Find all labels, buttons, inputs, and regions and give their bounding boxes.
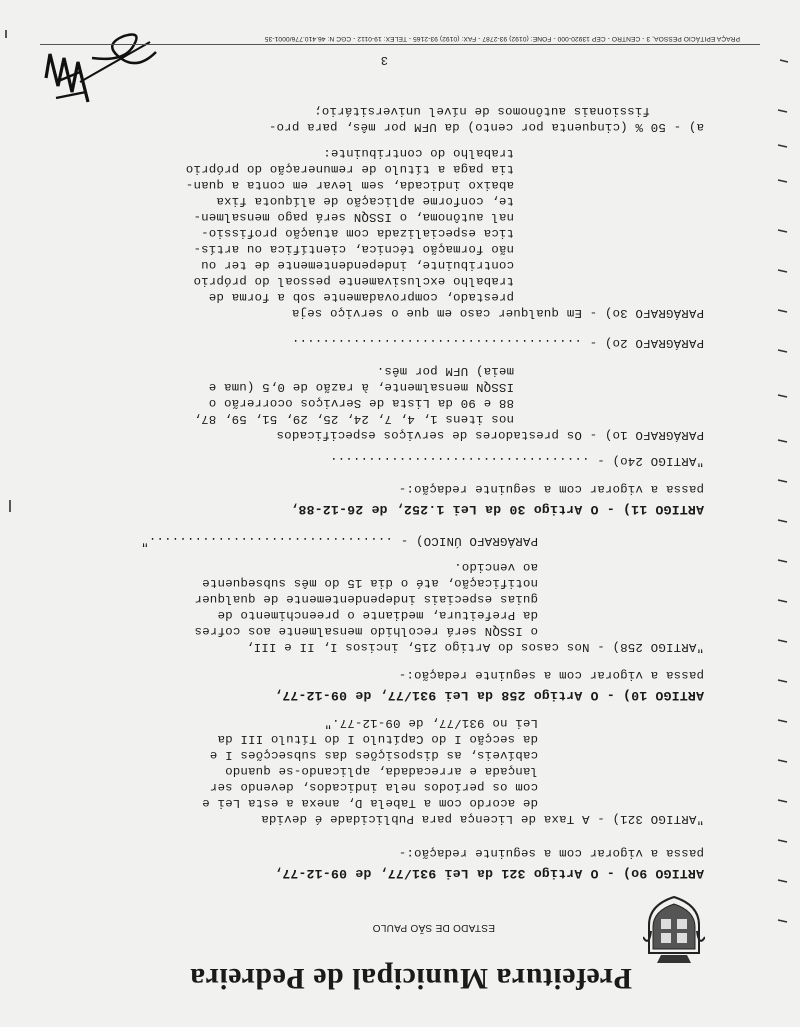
body-line: da secção I do Capítulo I do Título III da [217, 732, 538, 746]
body-line: prestado, comprovadamente sob a forma de [208, 290, 514, 304]
body-line: Lei no 931/77, de 09-12-77." [324, 716, 538, 730]
body-line: te, conforme aplicação de alíquota fixa [216, 194, 514, 208]
body-line: abaixo indicada, sem levar em conta a quan- [185, 178, 514, 192]
body-line: nos itens 1, 4, 7, 24, 25, 29, 51, 59, 87, [193, 412, 514, 426]
page-title: Prefeitura Municipal de Pedreira [189, 962, 632, 995]
body-line: não formação técnica, científica ou artís- [193, 242, 514, 256]
page-number: 3 [380, 53, 388, 67]
body-line: PARÁGRAFO ÚNICO) - ................................" [140, 534, 538, 548]
body-line: trabalho do contribuinte: [323, 146, 514, 160]
body-line: cabíveis, as disposições das subsecções I e [209, 748, 538, 762]
body-line: passa a vigorar com a seguinte redação:- [398, 846, 704, 860]
body-line: contribuinte, independentemente de ter ou [200, 258, 514, 272]
body-line: guias especiais independentemente de qualquer [194, 592, 538, 606]
body-line: nal autônoma, o ISSQN será pago mensalmen- [193, 210, 514, 224]
body-line: com os períodos nela indicados, devendo ser [209, 780, 538, 794]
body-line: ARTIGO 9o) - O Artigo 321 da Lei 931/77, de 09-12-77, [273, 866, 704, 881]
body-line: ARTIGO 11) - O Artigo 30 da Lei 1.252, de 26-12-88, [290, 502, 704, 517]
body-line: "ARTIGO 258) - Nos casos do Artigo 215, incisos I, II e III, [245, 640, 704, 654]
body-line: notificação, até o dia 15 do mês subsequente [202, 576, 538, 590]
body-line: "ARTIGO 321) - A Taxa de Licença para Publicidade é devida [261, 812, 704, 826]
body-line: fissionais autônomos de nível universitário; [314, 104, 650, 118]
body-line: passa a vigorar com a seguinte redação:- [398, 482, 704, 496]
body-line: o ISSQN será recolhido mensalmente aos cofres [194, 624, 538, 638]
body-line: passa a vigorar com a seguinte redação:- [398, 668, 704, 682]
body-line: tica especializada com atuação profissio- [200, 226, 514, 240]
body-line: "ARTIGO 24o) - .................................. [329, 454, 704, 468]
body-line: de acordo com a Tabela D, anexa a esta Lei e [202, 796, 538, 810]
body-line: a) - 50 % (cinquenta por cento) da UFM por mês, para pro- [268, 120, 704, 134]
coat-of-arms-icon [643, 895, 705, 967]
body-line: ao vencido. [454, 560, 538, 574]
footer-divider [40, 44, 760, 45]
body-line: lançada e arrecadada, aplicando-se quando [224, 764, 538, 778]
body-line: 88 e 90 da Lista de Serviços ocorrerão o [208, 396, 514, 410]
body-line: tia paga a título de remuneração do próprio [185, 162, 514, 176]
body-line: trabalho exclusivamente pessoal do próprio [193, 274, 514, 288]
body-line: ISSQN mensalmente, à razão de 0,5 (uma e [208, 380, 514, 394]
body-line: ARTIGO 10) - O Artigo 258 da Lei 931/77, de 09-12-77, [273, 688, 704, 703]
body-line: PARÁGRAFO 3o) - Em qualquer caso em que o serviço seja [291, 306, 704, 320]
body-line: PARÁGRAFO 2o) - ...................................... [291, 336, 704, 350]
state-subtitle: ESTADO DE SÃO PAULO [372, 922, 495, 933]
body-line: meia) UFM por mês. [376, 364, 514, 378]
body-line: da Prefeitura, mediante o preenchimento de [217, 608, 538, 622]
footer-address: PRAÇA EPITÁCIO PESSOA, 3 - CENTRO - CEP 13920-000 - FONE: (0192) 93-2787 - FAX: (0192) 93-2165 - TELEX: 19-0112 - CGC N: 46.410.776/0001-35 [264, 35, 740, 42]
body-line: PARÁGRAFO 1o) - Os prestadores de serviços especificados [276, 428, 704, 442]
